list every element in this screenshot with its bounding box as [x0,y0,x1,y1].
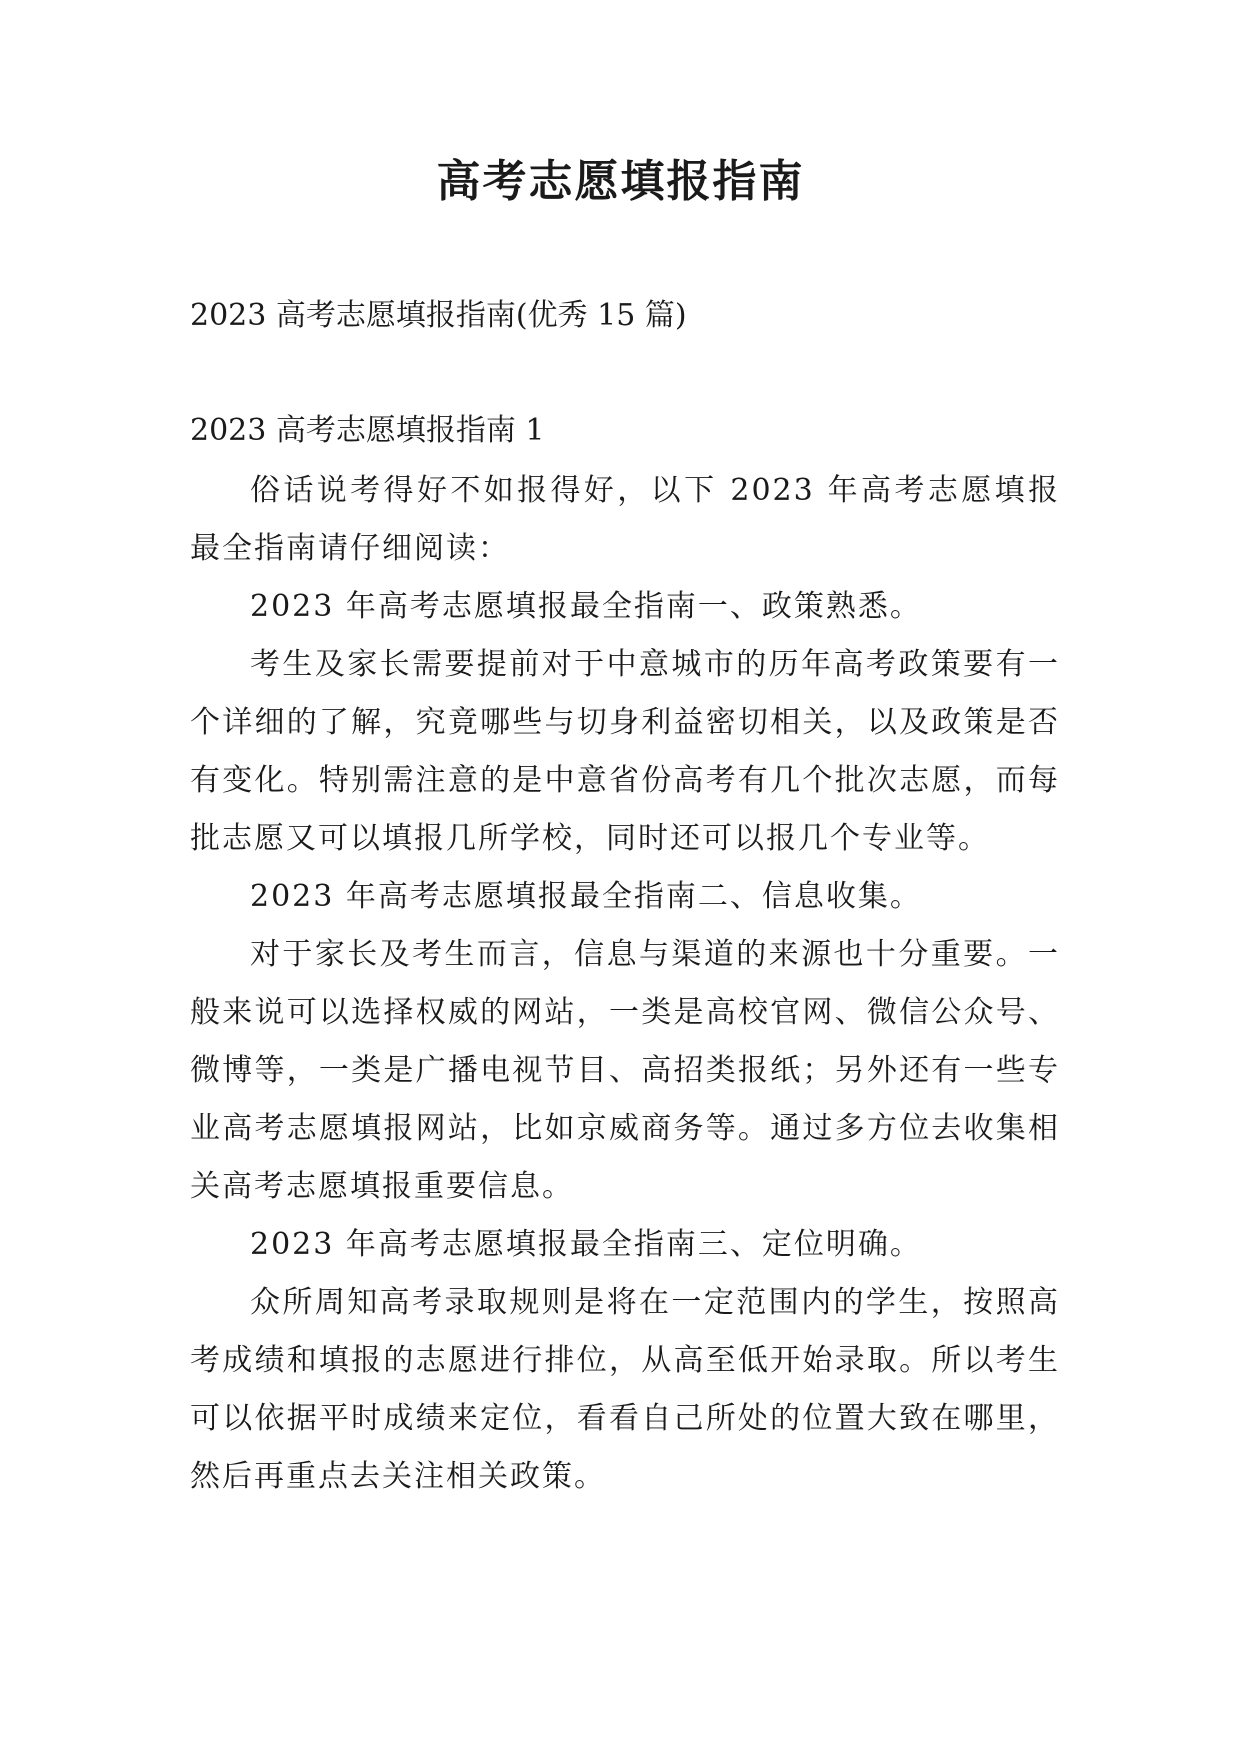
paragraph-heading-1: 2023 年高考志愿填报最全指南一、政策熟悉。 [250,589,922,624]
document-subtitle: 2023 高考志愿填报指南(优秀 15 篇) [190,298,687,333]
paragraph-positioning: 众所周知高考录取规则是将在一定范围内的学生，按照高考成绩和填报的志愿进行排位，从高至低开始录取。所以考生可以依据平时成绩来定位，看看自己所处的位置大致在哪里，然后再重点去关注相关政策。 [190,1285,1060,1494]
paragraph-heading-3: 2023 年高考志愿填报最全指南三、定位明确。 [250,1227,922,1262]
document-body [190,462,1060,1506]
paragraph-heading-2: 2023 年高考志愿填报最全指南二、信息收集。 [250,879,922,914]
document-title: 高考志愿填报指南 [436,156,805,207]
paragraph-policy: 考生及家长需要提前对于中意城市的历年高考政策要有一个详细的了解，究竟哪些与切身利益密切相关，以及政策是否有变化。特别需注意的是中意省份高考有几个批次志愿，而每批志愿又可以填报几所学校，同时还可以报几个专业等。 [190,647,1060,856]
paragraph-intro: 俗话说考得好不如报得好，以下 2023 年高考志愿填报最全指南请仔细阅读： [190,473,1060,566]
paragraph-information: 对于家长及考生而言，信息与渠道的来源也十分重要。一般来说可以选择权威的网站，一类是高校官网、微信公众号、微博等，一类是广播电视节目、高招类报纸；另外还有一些专业高考志愿填报网站，比如京威商务等。通过多方位去收集相关高考志愿填报重要信息。 [190,937,1060,1204]
section-heading: 2023 高考志愿填报指南 1 [190,413,545,448]
